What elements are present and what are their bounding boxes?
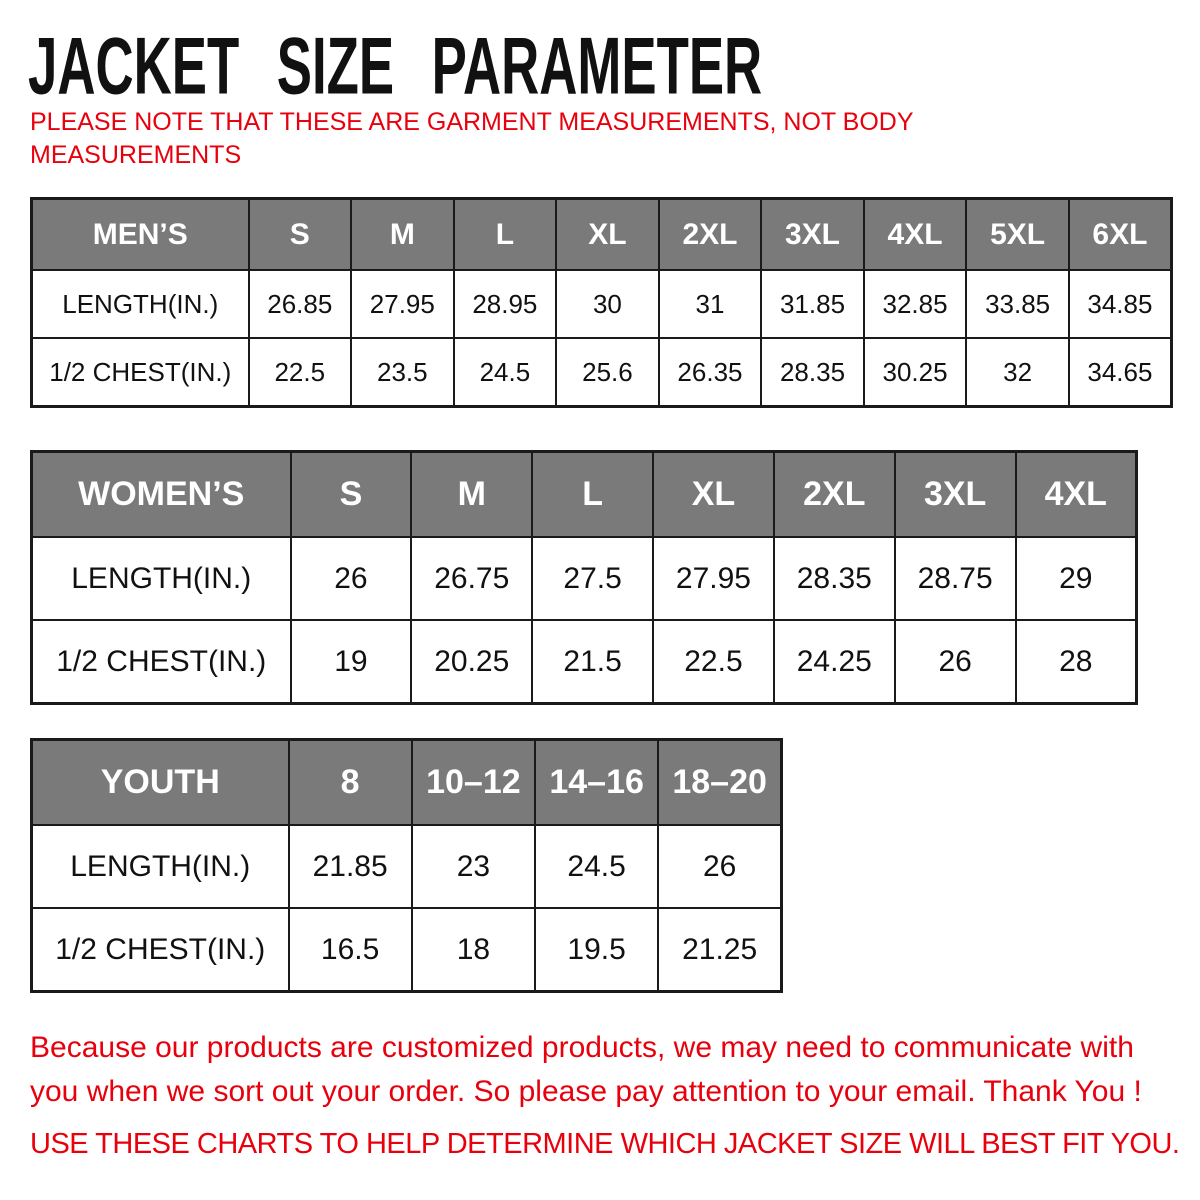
measurement-cell: 26.85 <box>249 270 352 338</box>
size-table-youth <box>30 738 783 993</box>
measurement-cell: 21.5 <box>532 620 653 704</box>
size-column-header: 4XL <box>1016 452 1137 538</box>
header-row <box>32 740 782 826</box>
row-label: LENGTH(IN.) <box>32 537 291 620</box>
measurement-row <box>32 908 782 992</box>
size-table-womens <box>30 450 1138 705</box>
measurement-cell: 28.35 <box>761 338 864 407</box>
header-row <box>32 199 1172 271</box>
measurement-cell: 28 <box>1016 620 1137 704</box>
measurement-cell: 27.95 <box>351 270 454 338</box>
size-column-header: S <box>249 199 352 271</box>
measurement-cell: 19 <box>291 620 412 704</box>
row-label: 1/2 CHEST(IN.) <box>32 908 289 992</box>
size-column-header: 4XL <box>864 199 967 271</box>
size-column-header: XL <box>556 199 659 271</box>
footer-usage-note: USE THESE CHARTS TO HELP DETERMINE WHICH JACKET SIZE WILL BEST FIT YOU. <box>30 1128 1180 1160</box>
measurement-cell: 32 <box>966 338 1069 407</box>
measurement-cell: 16.5 <box>289 908 412 992</box>
measurement-row <box>32 825 782 908</box>
measurement-cell: 20.25 <box>411 620 532 704</box>
page-title: JACKET SIZE PARAMETER <box>28 21 763 112</box>
measurement-cell: 26 <box>895 620 1016 704</box>
measurement-cell: 19.5 <box>535 908 658 992</box>
measurement-cell: 22.5 <box>249 338 352 407</box>
size-column-header: L <box>454 199 557 271</box>
measurement-cell: 23.5 <box>351 338 454 407</box>
size-column-header: XL <box>653 452 774 538</box>
measurement-cell: 28.75 <box>895 537 1016 620</box>
measurement-cell: 27.5 <box>532 537 653 620</box>
row-label: 1/2 CHEST(IN.) <box>32 338 249 407</box>
size-column-header: 18–20 <box>658 740 781 826</box>
size-column-header: 5XL <box>966 199 1069 271</box>
measurement-cell: 28.95 <box>454 270 557 338</box>
measurement-cell: 25.6 <box>556 338 659 407</box>
table-title-womens: WOMEN’S <box>32 452 291 538</box>
size-column-header: M <box>351 199 454 271</box>
size-column-header: S <box>291 452 412 538</box>
size-column-header: 3XL <box>761 199 864 271</box>
measurement-row <box>32 620 1137 704</box>
row-label: LENGTH(IN.) <box>32 825 289 908</box>
table-title-mens: MEN’S <box>32 199 249 271</box>
measurement-cell: 33.85 <box>966 270 1069 338</box>
row-label: 1/2 CHEST(IN.) <box>32 620 291 704</box>
measurement-cell: 34.65 <box>1069 338 1172 407</box>
size-column-header: 8 <box>289 740 412 826</box>
measurement-row <box>32 537 1137 620</box>
measurement-cell: 29 <box>1016 537 1137 620</box>
measurement-row <box>32 270 1172 338</box>
size-column-header: M <box>411 452 532 538</box>
measurement-row <box>32 338 1172 407</box>
size-column-header: 2XL <box>774 452 895 538</box>
measurement-cell: 30 <box>556 270 659 338</box>
measurement-cell: 24.5 <box>535 825 658 908</box>
measurement-cell: 26.35 <box>659 338 762 407</box>
measurement-cell: 21.25 <box>658 908 781 992</box>
measurement-cell: 31 <box>659 270 762 338</box>
measurement-cell: 26.75 <box>411 537 532 620</box>
measurement-cell: 22.5 <box>653 620 774 704</box>
size-column-header: 6XL <box>1069 199 1172 271</box>
measurement-cell: 18 <box>412 908 535 992</box>
size-column-header: L <box>532 452 653 538</box>
measurement-cell: 28.35 <box>774 537 895 620</box>
measurement-cell: 27.95 <box>653 537 774 620</box>
measurement-cell: 21.85 <box>289 825 412 908</box>
footer-customization-note: Because our products are customized products, we may need to communicate with you when we sort out your order. So please pay attention to your email. Thank You ! <box>30 1031 1142 1108</box>
measurement-cell: 24.5 <box>454 338 557 407</box>
measurement-cell: 26 <box>291 537 412 620</box>
measurement-cell: 26 <box>658 825 781 908</box>
size-table-mens <box>30 197 1173 408</box>
table-title-youth: YOUTH <box>32 740 289 826</box>
row-label: LENGTH(IN.) <box>32 270 249 338</box>
size-column-header: 14–16 <box>535 740 658 826</box>
measurement-cell: 24.25 <box>774 620 895 704</box>
size-column-header: 3XL <box>895 452 1016 538</box>
measurement-cell: 23 <box>412 825 535 908</box>
measurement-cell: 34.85 <box>1069 270 1172 338</box>
size-column-header: 2XL <box>659 199 762 271</box>
measurement-cell: 32.85 <box>864 270 967 338</box>
size-column-header: 10–12 <box>412 740 535 826</box>
measurement-cell: 31.85 <box>761 270 864 338</box>
measurement-cell: 30.25 <box>864 338 967 407</box>
garment-measurement-note: PLEASE NOTE THAT THESE ARE GARMENT MEASUREMENTS, NOT BODY MEASUREMENTS <box>30 108 914 169</box>
header-row <box>32 452 1137 538</box>
